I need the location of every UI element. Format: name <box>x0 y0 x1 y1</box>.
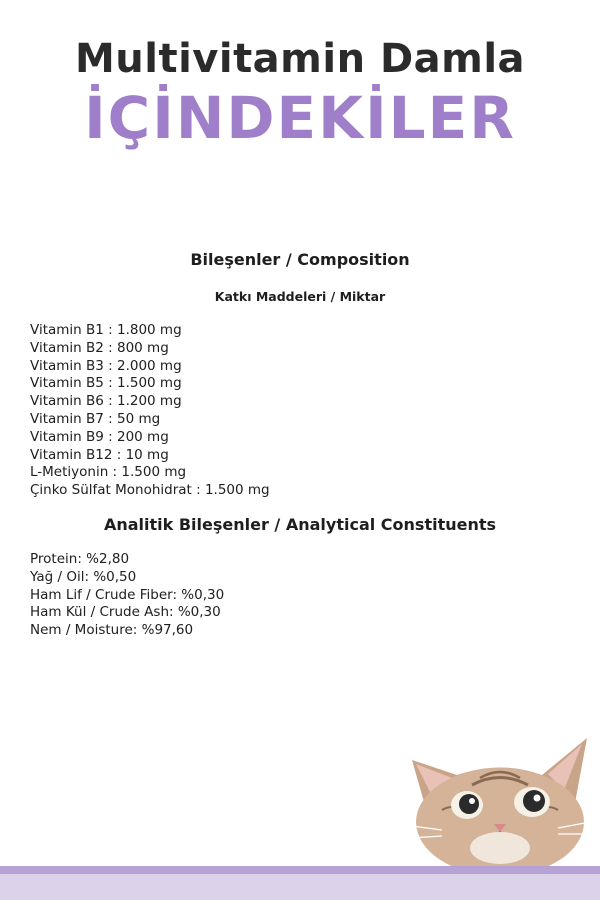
analytical-list <box>30 551 224 640</box>
list-item: Ham Kül / Crude Ash: %0,30 <box>30 604 221 621</box>
bottom-band-stripe <box>0 866 600 874</box>
list-item: Protein: %2,80 <box>30 551 130 567</box>
composition-heading: Bileşenler / Composition <box>190 250 410 269</box>
page-title: Multivitamin Damla <box>74 36 526 82</box>
list-item: Vitamin B9 : 200 mg <box>30 428 169 445</box>
list-item: Ham Lif / Crude Fiber: %0,30 <box>30 586 225 603</box>
cat-peeking-icon <box>402 730 600 870</box>
list-item: Vitamin B1 : 1.800 mg <box>30 322 182 338</box>
bottom-band <box>0 866 600 900</box>
list-item: Vitamin B12 : 10 mg <box>30 446 169 463</box>
list-item: Vitamin B5 : 1.500 mg <box>30 375 182 392</box>
list-item: L-Metiyonin : 1.500 mg <box>30 464 187 481</box>
list-item: Vitamin B2 : 800 mg <box>30 339 169 356</box>
list-item: Yağ / Oil: %0,50 <box>30 568 137 585</box>
list-item: Çinko Sülfat Monohidrat : 1.500 mg <box>30 482 270 499</box>
vitamin-list <box>30 322 270 500</box>
list-item: Vitamin B7 : 50 mg <box>30 410 161 427</box>
list-item: Vitamin B6 : 1.200 mg <box>30 393 182 410</box>
list-item: Nem / Moisture: %97,60 <box>30 622 194 639</box>
list-item: Vitamin B3 : 2.000 mg <box>30 357 182 374</box>
additives-heading: Katkı Maddeleri / Miktar <box>214 289 386 304</box>
analytical-heading: Analitik Bileşenler / Analytical Constituents <box>103 515 497 534</box>
page-subtitle: İÇİNDEKİLER <box>84 84 516 152</box>
